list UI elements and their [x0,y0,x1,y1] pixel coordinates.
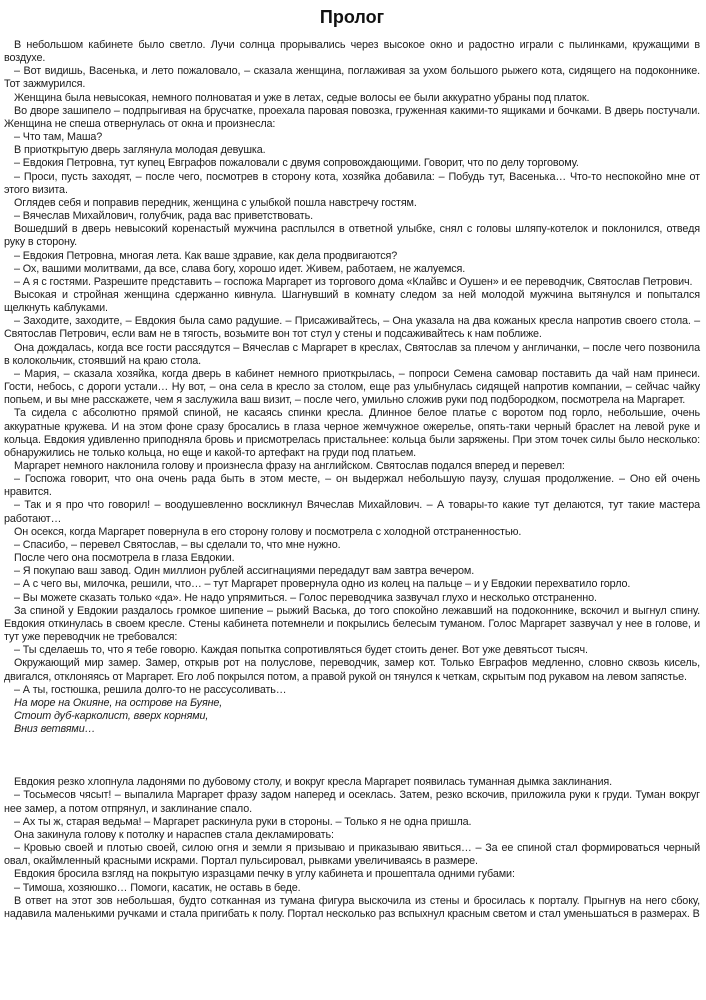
paragraph: – Ты сделаешь то, что я тебе говорю. Каждая попытка сопротивляться будет стоить денег. Вот уже девятьсот тысяч. [14,644,588,657]
paragraph: – Ох, вашими молитвами, да все, слава богу, хорошо идет. Живем, работаем, не жалуемся. [14,262,466,275]
paragraph: – Спасибо, – перевел Святослав, – вы сделали то, что мне нужно. [14,538,341,551]
paragraph: – Так и я про что говорил! – воодушевленно воскликнул Вячеслав Михайлович. – А товары-то какие тут делаются, тут такие мастера работают… [4,499,700,525]
paragraph: Во дворе зашипело – подпрыгивая на брусчатке, проехала паровая повозка, груженная какими-то ящиками и бочками. В дверь постучали. Женщина не спеша отвернулась от окна и произнесла: [4,104,700,130]
paragraph: За спиной у Евдокии раздалось громкое шипение – рыжий Васька, до того спокойно лежавший на подоконнике, вскочил и выгнул спину. Евдокия откинулась в своем кресле. Стены кабинета потемнели и покрылись белесым туманом. Голос Маргарет зазвучал у нее в голове, и тут уже переводчик не требовался: [4,604,700,644]
paragraph: – Госпожа говорит, что она очень рада быть в этом месте, – он выдержал небольшую паузу, слушая продолжение. – Оно ей очень нравится. [4,473,700,499]
paragraph: После чего она посмотрела в глаза Евдокии. [14,552,235,565]
paragraph: – Тимоша, хозяюшко… Помоги, касатик, не оставь в беде. [14,881,301,894]
chapter-title: Пролог [319,7,385,27]
verse-line: Стоит дуб-карколист, вверх корнями, [14,709,209,722]
paragraph: – А ты, гостюшка, решила долго-то не рассусоливать… [14,683,287,696]
paragraph: Евдокия бросила взгляд на покрытую изразцами печку в углу кабинета и прошептала одними губами: [14,868,515,881]
paragraph: – А я с гостями. Разрешите представить – госпожа Маргарет из торгового дома «Клайвс и Оушен» и ее переводчик, Святослав Петрович. [14,275,693,288]
paragraph: – А с чего вы, милочка, решили, что… – тут Маргарет провернула одно из колец на пальце – и у Евдокии перехватило горло. [14,578,631,591]
chapter-text [4,39,700,921]
paragraph: В ответ на этот зов небольшая, будто сотканная из тумана фигура выскочила из стены и бросилась к порталу. Прыгнув на него сбоку, надавила маленькими ручками и стала пригибать к полу. Портал несколько раз вспыхнул красным светом и стал уменьшаться в размерах. В [4,894,700,920]
paragraph: В приоткрытую дверь заглянула молодая девушка. [14,144,266,157]
paragraph: Он осекся, когда Маргарет повернула в его сторону голову и посмотрела с холодной отстраненностью. [14,525,522,538]
verse-line: На море на Окияне, на острове на Буяне, [14,696,223,709]
paragraph: – Ах ты ж, старая ведьма! – Маргарет раскинула руки в стороны. – Только я не одна пришла. [14,815,472,828]
paragraph: Та сидела с абсолютно прямой спиной, не касаясь спинки кресла. Длинное белое платье с воротом под горло, небольшие, очень аккуратные кружева. И на этом фоне сразу бросались в глаза черное жемчужное ожерелье, опять-таки черный браслет на левой руке и кольца. Евдокия удивленно приподняла бровь и присмотрелась пристальнее: кольца были заряжены. При этом точек силы было несколько: обнаружились не только кольца, но еще и какой-то артефакт на груди под платьем. [4,407,700,459]
paragraph: – Кровью своей и плотью своей, силою огня и земли я призываю и приказываю явиться… – За ее спиной стал формироваться черный овал, окаймленный красными искрами. Портал пульсировал, рывками увеличиваясь в размере. [4,842,700,868]
paragraph: Женщина была невысокая, немного полноватая и уже в летах, седые волосы ее были аккуратно убраны под платок. [14,91,590,104]
paragraph: Она закинула голову к потолку и нараспев стала декламировать: [14,828,334,841]
paragraph: Вошедший в дверь невысокий коренастый мужчина расплылся в ответной улыбке, снял с головы шляпу-котелок и поклонился, отведя руку в сторону. [4,223,700,249]
paragraph: – Проси, пусть заходят, – после чего, посмотрев в сторону кота, хозяйка добавила: – Побудь тут, Васенька… Что-то неспокойно мне от этого визита. [4,170,700,196]
paragraph: – Что там, Маша? [14,131,103,144]
paragraph: – Мария, – сказала хозяйка, когда дверь в кабинет немного приоткрылась, – попроси Семена самовар поставить да чай нам принеси. Гости, небось, с дороги устали… Ну вот, – она села в кресло за столом, еще раз улыбнулась сидящей напротив компании, – сейчас чайку попьем, и вы мне расскажете, чем я заслужила ваш визит, – после чего, умильно сложив руки под подбородком, посмотрела на Маргарет. [4,367,700,407]
paragraph: Окружающий мир замер. Замер, открыв рот на полуслове, переводчик, замер кот. Только Евграфов медленно, словно сквозь кисель, двигался, отклоняясь от Маргарет. Его лоб покрылся потом, а правой рукой он тянулся к четкам, скрытым под рукавом на левом запястье. [4,657,700,683]
paragraph: Маргарет немного наклонила голову и произнесла фразу на английском. Святослав подался вперед и перевел: [14,460,565,472]
paragraph: Она дождалась, когда все гости рассядутся – Вячеслав с Маргарет в креслах, Святослав за плечом у англичанки, – после чего позвонила в колокольчик, стоявший на краю стола. [4,341,700,367]
verse-line: Вниз ветвями… [14,723,96,736]
paragraph: – Заходите, заходите, – Евдокия была само радушие. – Присаживайтесь, – Она указала на два кожаных кресла напротив своего стола. – Святослав Петрович, если вам не в тягость, возьмите вон тот стул у стены и подсаживайтесь к нам поближе. [4,315,700,341]
paragraph: – Евдокия Петровна, тут купец Евграфов пожаловали с двумя сопровождающими. Говорит, что по делу торговому. [14,157,579,170]
paragraph: – Вы можете сказать только «да». Не надо упрямиться. – Голос переводчика зазвучал глухо и несколько отстраненно. [14,591,597,604]
paragraph: – Тосьмесов чясыт! – выпалила Маргарет фразу задом наперед и осеклась. Затем, резко вскочив, приложила руки к груди. Туман вокруг нее замер, а потом отпрянул, и заклинание спало. [4,789,700,815]
paragraph: Высокая и стройная женщина сдержанно кивнула. Шагнувший в комнату следом за ней молодой мужчина вытянулся и попытался щелкнуть каблуками. [4,288,700,315]
paragraph: Евдокия резко хлопнула ладонями по дубовому столу, и вокруг кресла Маргарет появилась туманная дымка заклинания. [14,776,613,789]
paragraph: – Евдокия Петровна, многая лета. Как ваше здравие, как дела продвигаются? [14,249,398,262]
paragraph: – Вячеслав Михайлович, голубчик, рада вас приветствовать. [14,210,314,223]
paragraph: – Я покупаю ваш завод. Один миллион рублей ассигнациями передадут вам завтра вечером. [14,565,475,578]
paragraph: В небольшом кабинете было светло. Лучи солнца прорывались через высокое окно и радостно играли с пылинками, кружащими в воздухе. [4,39,700,65]
paragraph: – Вот видишь, Васенька, и лето пожаловало, – сказала женщина, поглаживая за ухом большого рыжего кота, сидящего на подоконнике. Тот зажмурился. [4,65,700,91]
paragraph-spacer [4,736,700,776]
paragraph: Оглядев себя и поправив передник, женщина с улыбкой пошла навстречу гостям. [14,196,417,209]
